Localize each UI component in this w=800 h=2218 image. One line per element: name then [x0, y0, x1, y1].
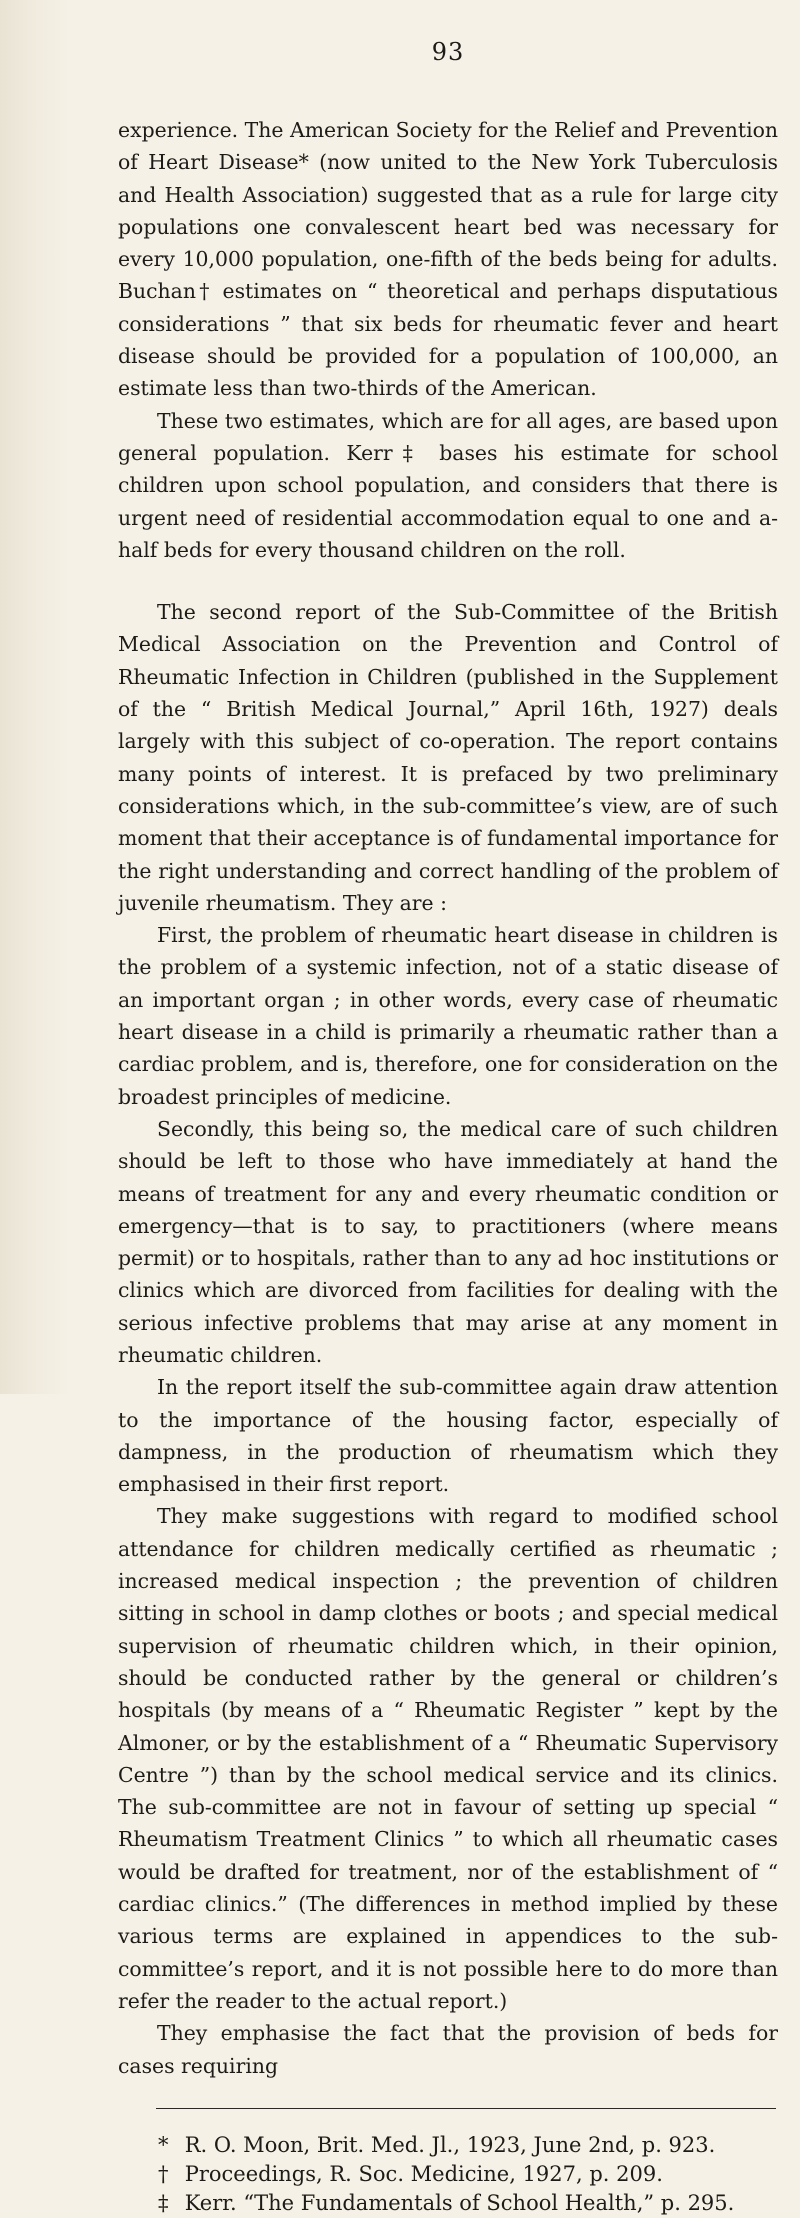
- footnote-mark: ‡: [158, 2190, 169, 2215]
- footnote-item: [118, 2189, 778, 2218]
- footnote-mark: *: [158, 2132, 169, 2157]
- footnote-item: [118, 2131, 778, 2160]
- footnote-text: Kerr. “The Fundamentals of School Health,” p. 295.: [184, 2190, 735, 2215]
- paragraph: The second report of the Sub-Committee of the British Medical Association on the Prevention and Control of Rheumatic Infection in Children (published in the Supplement of the “ British Medical Journal,” April 16th, 1927) deals largely with this subject of co-operation. The report contains many points of interest. It is prefaced by two preliminary considerations which, in the sub-committee’s view, are of such moment that their acceptance is of fundamental importance for the right understanding and correct handling of the problem of juvenile rheumatism. They are :: [118, 600, 778, 915]
- footnote-item: [118, 2160, 778, 2189]
- paragraph: First, the problem of rheumatic heart disease in children is the problem of a systemic infection, not of a static disease of an important organ ; in other words, every case of rheumatic heart disease in a child is primarily a rheumatic rather than a cardiac problem, and is, therefore, one for consideration on the broadest principles of medicine.: [118, 923, 778, 1109]
- page-edge-shadow: [0, 0, 70, 1394]
- footnote-text: Proceedings, R. Soc. Medicine, 1927, p. 209.: [184, 2161, 663, 2186]
- book-page: [118, 0, 778, 2218]
- paragraph: These two estimates, which are for all ages, are based upon general population. Kerr‡ bases his estimate for school children upon school population, and considers that there is urgent need of residential accommodation equal to one and a-half beds for every thousand children on the roll.: [118, 408, 778, 562]
- body-text: [118, 114, 778, 2082]
- footnote-text: R. O. Moon, Brit. Med. Jl., 1923, June 2nd, p. 923.: [184, 2132, 716, 2157]
- paragraph: They make suggestions with regard to modified school attendance for children medically certified as rheumatic ; increased medical inspection ; the prevention of children sitting in school in damp clothes or boots ; and special medical supervision of rheumatic children which, in their opinion, should be conducted rather by the general or children’s hospitals (by means of a “ Rheumatic Register ” kept by the Almoner, or by the establishment of a “ Rheumatic Supervisory Centre ”) than by the school medical service and its clinics. The sub-committee are not in favour of setting up special “ Rheumatism Treatment Clinics ” to which all rheumatic cases would be drafted for treatment, nor of the establishment of “ cardiac clinics.” (The differences in method implied by these various terms are explained in appendices to the sub-committee’s report, and it is not possible here to do more than refer the reader to the actual report.): [118, 1504, 778, 2013]
- paragraph: Secondly, this being so, the medical care of such children should be left to those who have immediately at hand the means of treatment for any and every rheumatic condition or emergency—that is to say, to practitioners (where means permit) or to hospitals, rather than to any ad hoc institutions or clinics which are divorced from facilities for dealing with the serious infective problems that may arise at any moment in rheumatic children.: [118, 1116, 778, 1367]
- footnote-divider: [156, 2108, 776, 2109]
- page-number: 93: [431, 38, 465, 66]
- paragraph: In the report itself the sub-committee again draw attention to the importance of the housing factor, especially of dampness, in the production of rheumatism which they emphasised in their first report.: [118, 1375, 778, 1497]
- paragraph: experience. The American Society for the Relief and Prevention of Heart Disease* (now united to the New York Tuberculosis and Health Association) suggested that as a rule for large city populations one convalescent heart bed was necessary for every 10,000 population, one-fifth of the beds being for adults. Buchan† estimates on “ theoretical and perhaps disputatious considerations ” that six beds for rheumatic fever and heart disease should be provided for a population of 100,000, an estimate less than two-thirds of the American.: [118, 118, 778, 401]
- footnote-mark: †: [158, 2161, 169, 2186]
- paragraph: They emphasise the fact that the provision of beds for cases requiring: [118, 2021, 778, 2078]
- footnotes: [118, 2131, 778, 2218]
